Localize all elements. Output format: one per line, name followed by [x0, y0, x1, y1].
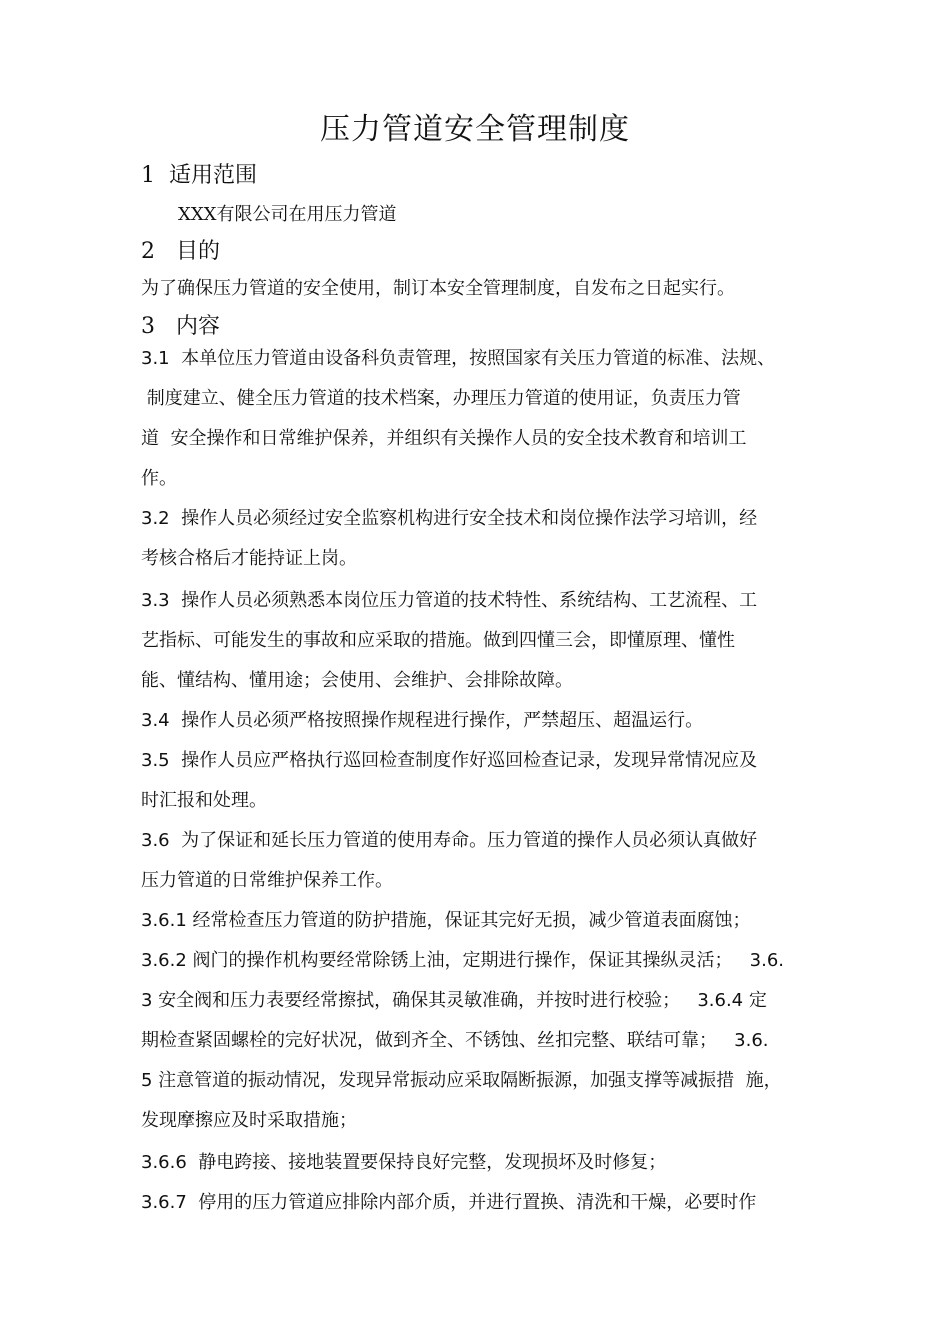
body-line: 时汇报和处理。 [141, 790, 267, 811]
body-line: 作。 [141, 468, 177, 489]
body-line: 3.6.6 静电跨接、接地装置要保持良好完整，发现损坏及时修复； [141, 1152, 667, 1173]
body-line: 3.2 操作人员必须经过安全监察机构进行安全技术和岗位操作法学习培训，经 [141, 508, 758, 529]
section-1-body: XXX有限公司在用压力管道 [178, 204, 397, 225]
body-line: 3.6.7 停用的压力管道应排除内部介质，并进行置换、清洗和干燥，必要时作 [141, 1192, 757, 1213]
body-line: 3.3 操作人员必须熟悉本岗位压力管道的技术特性、系统结构、工艺流程、工 [141, 590, 758, 611]
body-line: 3.1 本单位压力管道由设备科负责管理，按照国家有关压力管道的标准、法规、 [141, 348, 776, 369]
body-line: 能、懂结构、懂用途；会使用、会维护、会排除故障。 [141, 670, 573, 691]
section-2-heading: 2 目的 [141, 239, 220, 264]
section-3-heading: 3 内容 [141, 314, 220, 339]
body-line: 3.6.2 阀门的操作机构要经常除锈上油，定期进行操作，保证其操纵灵活； 3.6. [141, 950, 785, 971]
body-line: 道 安全操作和日常维护保养，并组织有关操作人员的安全技术教育和培训工 [141, 428, 747, 449]
body-line: 3.6 为了保证和延长压力管道的使用寿命。压力管道的操作人员必须认真做好 [141, 830, 758, 851]
body-line: 压力管道的日常维护保养工作。 [141, 870, 393, 891]
body-line: 考核合格后才能持证上岗。 [141, 548, 357, 569]
section-2-body: 为了确保压力管道的安全使用，制订本安全管理制度，自发布之日起实行。 [141, 278, 735, 299]
body-line: 5 注意管道的振动情况，发现异常振动应采取隔断振源，加强支撑等减振措 施， [141, 1070, 782, 1091]
body-line: 艺指标、可能发生的事故和应采取的措施。做到四懂三会，即懂原理、懂性 [141, 630, 735, 651]
body-line: 期检查紧固螺栓的完好状况，做到齐全、不锈蚀、丝扣完整、联结可靠； 3.6. [141, 1030, 769, 1051]
body-line: 3.4 操作人员必须严格按照操作规程进行操作，严禁超压、超温运行。 [141, 710, 704, 731]
body-line: 3 安全阀和压力表要经常擦拭，确保其灵敏准确，并按时进行校验； 3.6.4 定 [141, 990, 767, 1011]
body-line: 制度建立、健全压力管道的技术档案，办理压力管道的使用证，负责压力管 [141, 388, 741, 409]
document-title: 压力管道安全管理制度 [320, 112, 630, 147]
body-line: 3.5 操作人员应严格执行巡回检查制度作好巡回检查记录，发现异常情况应及 [141, 750, 758, 771]
body-line: 发现摩擦应及时采取措施； [141, 1110, 357, 1131]
body-line: 3.6.1 经常检查压力管道的防护措施，保证其完好无损，减少管道表面腐蚀； [141, 910, 751, 931]
section-1-heading: 1 适用范围 [141, 163, 257, 188]
